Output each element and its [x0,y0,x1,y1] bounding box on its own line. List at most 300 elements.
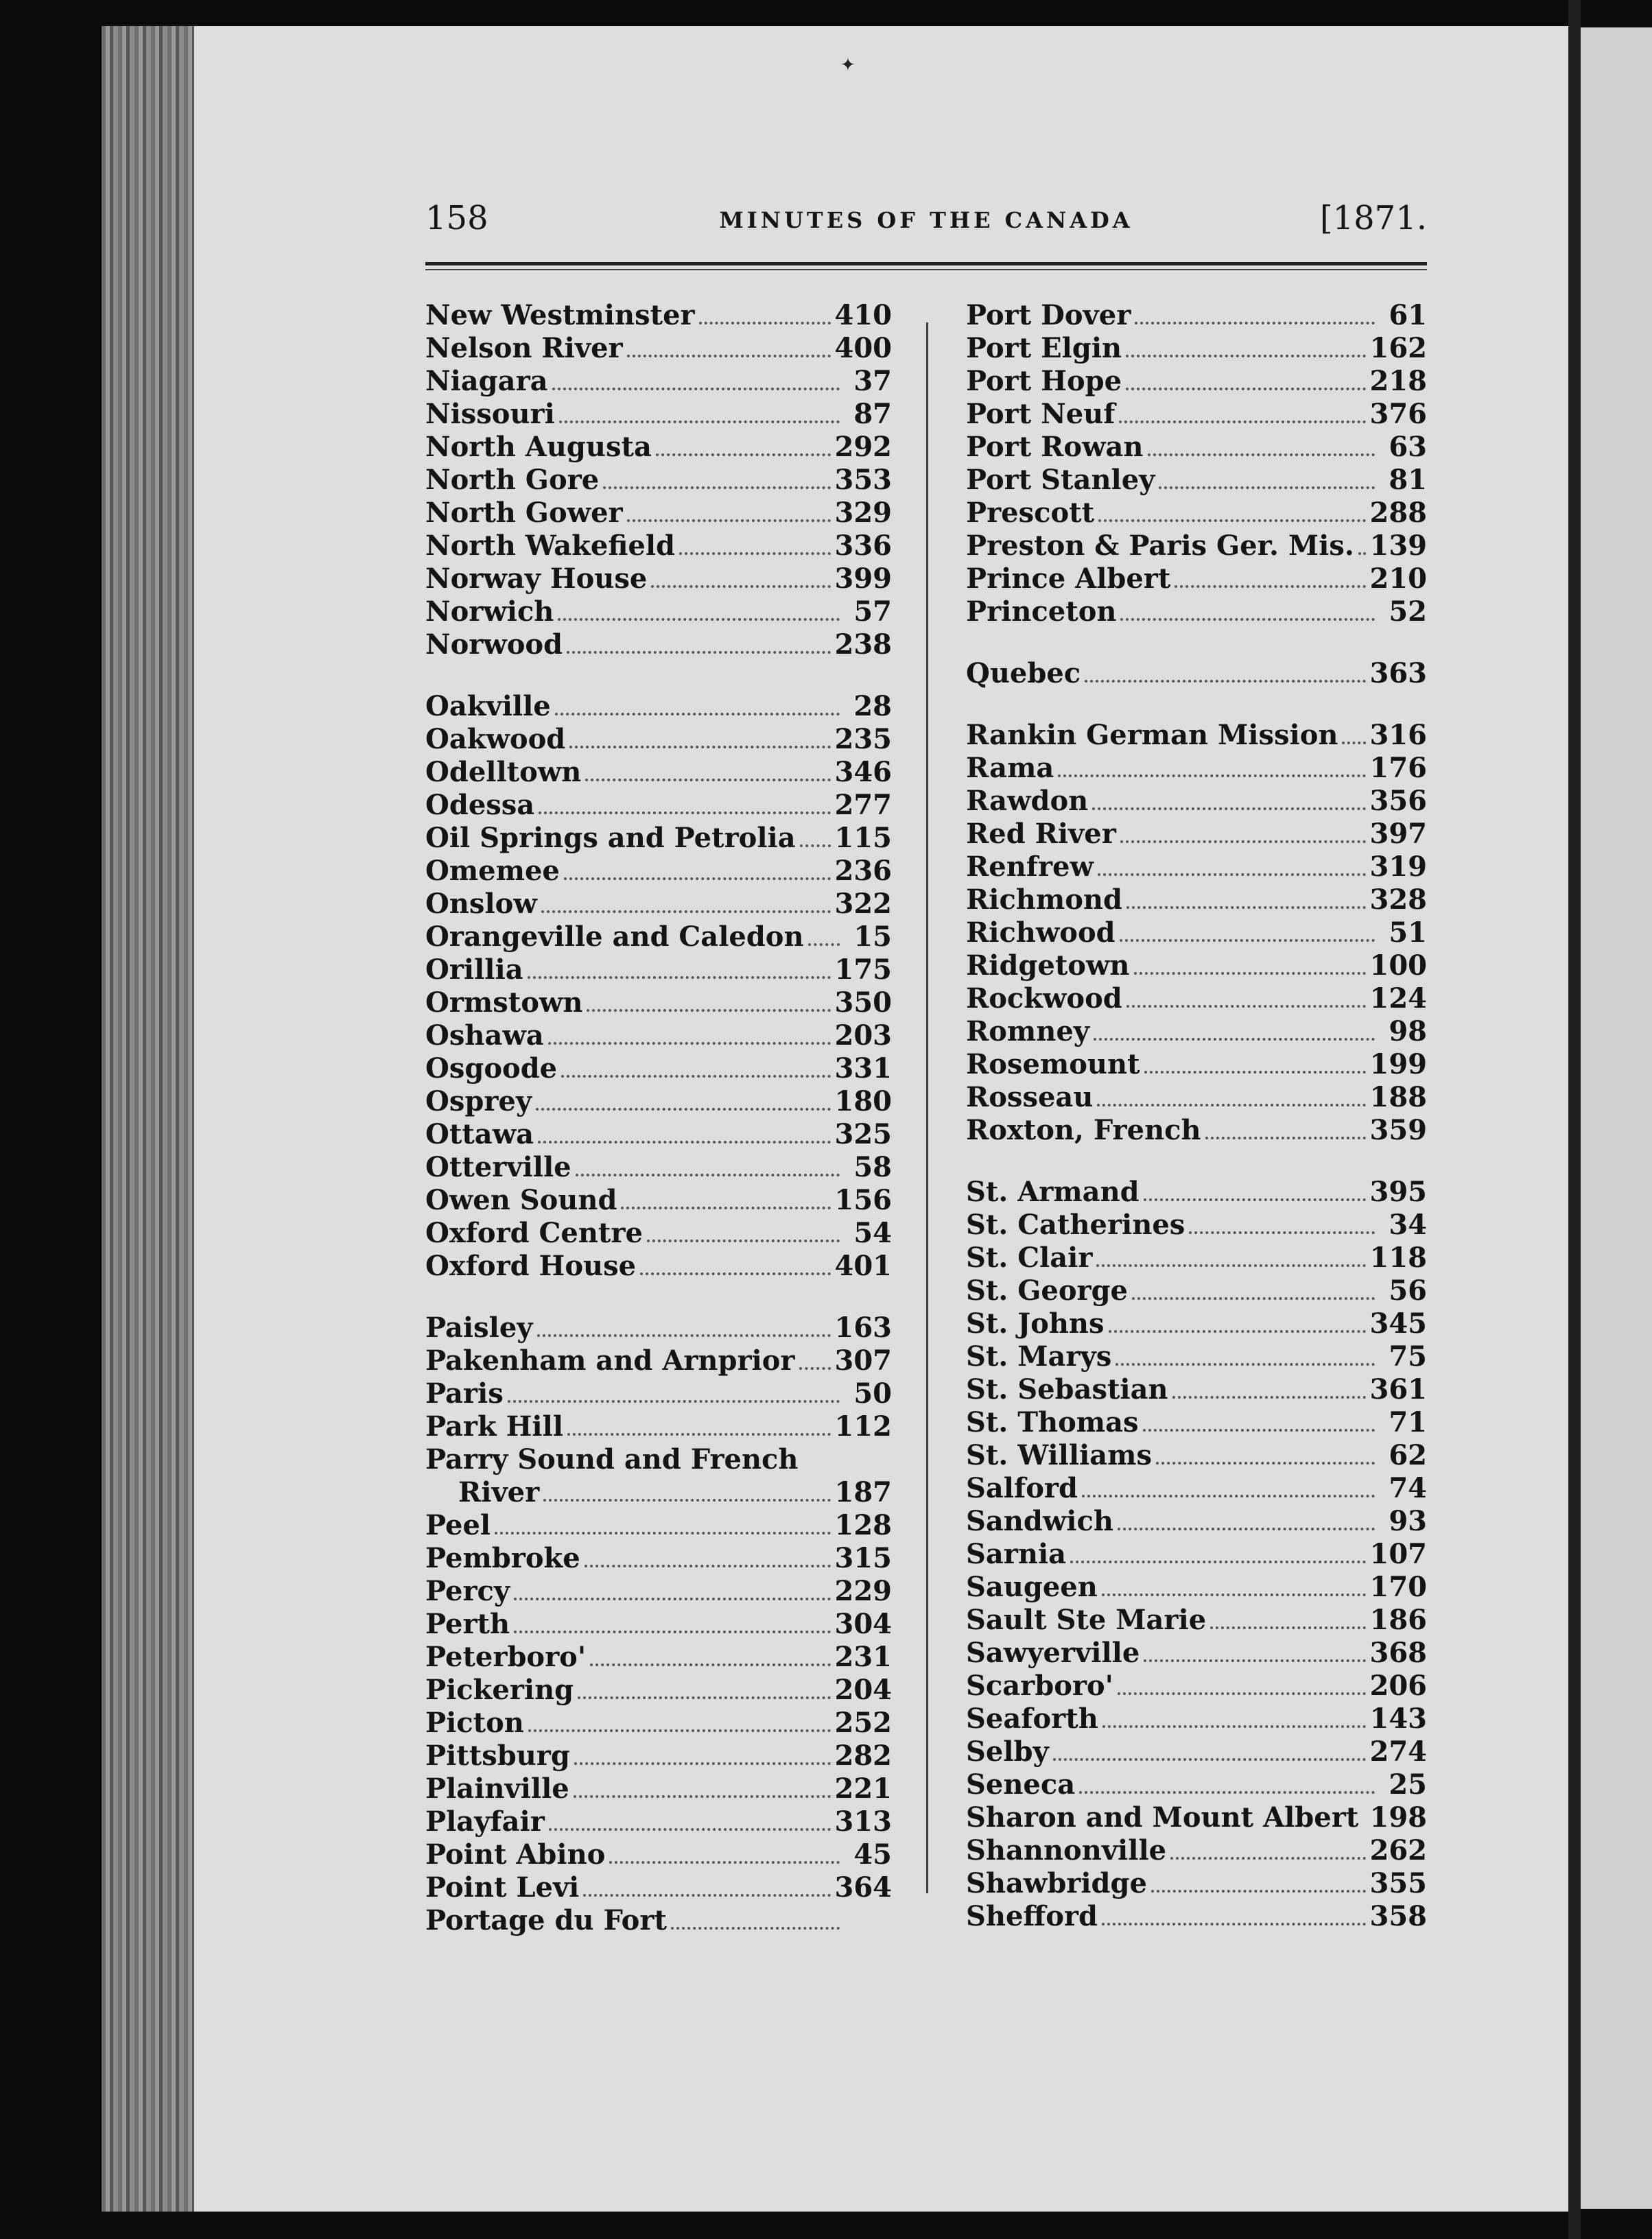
entry-page-number: 262 [1369,1834,1427,1867]
entry-page-number: 15 [853,921,892,953]
leader-dots [1144,1652,1365,1662]
entry-page-number: 210 [1369,562,1427,595]
entry-page-number: 229 [834,1575,892,1607]
index-entry [966,1114,1427,1147]
entry-name: Nissouri [425,398,555,430]
entry-name: Peel [425,1509,491,1541]
entry-name: Percy [425,1575,510,1607]
entry-name: Point Levi [425,1871,580,1904]
entry-name: Picton [425,1707,524,1739]
leader-dots [576,1167,840,1176]
index-entry [966,1048,1427,1081]
index-entry [966,949,1427,982]
entry-page-number: 238 [834,628,892,661]
index-entry [425,1476,892,1509]
leader-dots [1098,512,1365,522]
index-entry [966,1209,1427,1242]
index-entry [966,1015,1427,1048]
leader-dots [1132,1290,1375,1300]
leader-dots [1102,1587,1366,1596]
entry-page-number: 282 [834,1740,892,1772]
leader-dots [1362,1819,1365,1825]
entry-page-number: 363 [1369,657,1427,689]
entry-name: St. George [966,1275,1128,1307]
entry-name: Owen Sound [425,1184,617,1216]
index-entry [425,1151,892,1184]
entry-page-number: 128 [834,1509,892,1541]
entry-name: Oshawa [425,1019,544,1052]
entry-name: North Gower [425,497,623,529]
index-entry [966,332,1427,365]
entry-page-number: 124 [1369,982,1427,1015]
index-entry [966,1406,1427,1439]
index-entry [425,888,892,921]
leader-dots [1151,1883,1366,1893]
index-column-right [966,299,1427,1933]
index-entry [966,1604,1427,1637]
leader-dots [1102,1916,1366,1926]
index-entry [425,690,892,723]
leader-dots [1126,899,1366,909]
index-entry [966,884,1427,916]
entry-name: St. Williams [966,1439,1152,1471]
index-entry [425,1575,892,1608]
leader-dots [559,414,840,423]
index-entry [425,953,892,986]
entry-name: Parry Sound and French [425,1443,799,1476]
index-entry [966,431,1427,464]
index-entry [966,1176,1427,1209]
entry-name: Norwich [425,595,554,628]
entry-name: Quebec [966,657,1081,689]
index-entry [425,921,892,953]
index-entry [425,1443,892,1476]
entry-page-number: 364 [834,1871,892,1904]
entry-page-number: 218 [1369,365,1427,397]
entry-name: Ottawa [425,1118,534,1150]
entry-name: Osgoode [425,1052,558,1085]
entry-name: Sharon and Mount Albert [966,1801,1359,1834]
entry-page-number: 118 [1369,1242,1427,1274]
index-entry [425,628,892,661]
entry-name: Rama [966,752,1054,784]
entry-page-number: 331 [834,1052,892,1085]
entry-name: North Gore [425,464,600,496]
entry-name: Seneca [966,1768,1076,1801]
index-entry [966,530,1427,562]
leader-dots [1102,1718,1366,1728]
index-entry [966,818,1427,851]
leader-dots [647,1233,840,1242]
leader-dots [603,479,830,489]
entry-page-number: 358 [1369,1900,1427,1932]
index-entry [966,1801,1427,1834]
entry-page-number: 316 [1369,719,1427,751]
index-entry [966,1472,1427,1505]
entry-page-number: 401 [834,1250,892,1282]
entry-page-number: 304 [834,1608,892,1640]
entry-page-number: 98 [1389,1015,1427,1047]
leader-dots [585,1558,831,1567]
entry-name: Pembroke [425,1542,580,1574]
entry-name: Romney [966,1015,1090,1047]
leader-dots [627,512,831,522]
entry-name: Nelson River [425,332,623,364]
index-entry [966,1081,1427,1114]
index-entry [425,332,892,365]
index-entry [966,1670,1427,1703]
entry-name: Port Hope [966,365,1122,397]
entry-page-number: 75 [1389,1340,1427,1373]
entry-page-number: 368 [1369,1637,1427,1669]
leader-dots [1118,1685,1366,1695]
entry-name: Selby [966,1735,1049,1768]
entry-name: Rockwood [966,982,1122,1015]
index-entry [966,497,1427,530]
leader-dots [495,1525,830,1535]
index-entry [425,1509,892,1542]
leader-dots [514,1624,830,1633]
entry-name: Niagara [425,365,548,397]
entry-name: Oxford House [425,1250,637,1282]
leader-dots [799,1360,831,1370]
entry-page-number: 315 [834,1542,892,1574]
index-entry [966,1834,1427,1867]
leader-dots [800,838,831,847]
facing-page [1581,27,1652,2209]
entry-name: Roxton, French [966,1114,1201,1146]
leader-dots [627,348,831,357]
leader-dots [1118,1521,1375,1530]
index-entry [966,1307,1427,1340]
leader-dots [541,903,831,913]
entry-page-number: 336 [834,530,892,562]
entry-page-number: 180 [834,1085,892,1117]
entry-page-number: 400 [834,332,892,364]
entry-page-number: 170 [1369,1571,1427,1603]
index-entry [966,464,1427,497]
entry-name: Pakenham and Arnprior [425,1344,795,1377]
index-entry [966,562,1427,595]
index-entry [425,1740,892,1773]
index-entry [966,1703,1427,1735]
index-entry [425,1250,892,1283]
leader-dots [1120,833,1366,843]
entry-page-number: 206 [1369,1670,1427,1702]
ornament-mark: ✦ [840,55,856,75]
index-entry [425,723,892,756]
leader-dots [555,706,840,715]
entry-name: Orangeville and Caledon [425,921,804,953]
entry-name: Sandwich [966,1505,1113,1537]
index-entry [966,365,1427,398]
leader-dots [583,1887,830,1897]
entry-page-number: 277 [834,789,892,821]
entry-page-number: 186 [1369,1604,1427,1636]
entry-name: Sarnia [966,1538,1067,1570]
index-entry [425,1410,892,1443]
entry-page-number: 112 [834,1410,892,1443]
entry-name: New Westminster [425,299,695,331]
entry-name: Rankin German Mission [966,719,1338,751]
entry-page-number: 252 [834,1707,892,1739]
leader-dots [528,969,831,979]
index-entry [966,1505,1427,1538]
leader-dots [1156,1455,1375,1465]
entry-name: Scarboro' [966,1670,1113,1702]
entry-name: Shannonville [966,1834,1167,1867]
index-entry [425,497,892,530]
entry-name: Saugeen [966,1571,1098,1603]
index-entry [966,595,1427,628]
entry-name: Odessa [425,789,535,821]
index-entry [425,1184,892,1217]
entry-page-number: 71 [1389,1406,1427,1438]
leader-dots [508,1393,840,1403]
entry-name: Portage du Fort [425,1904,667,1936]
leader-dots [564,870,831,880]
leader-dots [1070,1554,1365,1563]
entry-name: Shefford [966,1900,1098,1932]
entry-page-number: 350 [834,986,892,1019]
page-number: 158 [425,199,488,237]
leader-dots [1159,479,1375,489]
leader-dots [552,381,840,390]
entry-page-number: 203 [834,1019,892,1052]
leader-dots [1143,1422,1375,1432]
entry-name: Onslow [425,888,537,920]
leader-dots [609,1854,840,1864]
entry-name: Pickering [425,1674,574,1706]
leader-dots [1175,578,1365,588]
entry-page-number: 52 [1389,595,1427,628]
leader-dots [561,1068,830,1078]
index-entry [966,1340,1427,1373]
entry-name: Point Abino [425,1838,606,1871]
entry-page-number: 346 [834,756,892,788]
index-entry [425,1118,892,1151]
entry-name: Shawbridge [966,1867,1147,1899]
entry-name: Salford [966,1472,1078,1504]
entry-page-number: 355 [1369,1867,1427,1899]
index-entry [966,1571,1427,1604]
entry-page-number: 25 [1389,1768,1427,1801]
entry-page-number: 50 [853,1377,892,1410]
index-entry [425,562,892,595]
entry-name: Port Rowan [966,431,1144,463]
leader-dots [1134,965,1366,975]
entry-page-number: 34 [1389,1209,1427,1241]
leader-dots [543,1492,830,1502]
leader-dots [1126,381,1365,390]
index-entry [966,1900,1427,1933]
gutter-shadow [1568,0,1581,2239]
entry-name: Oakville [425,690,551,722]
leader-dots [1120,611,1375,621]
index-entry [966,1768,1427,1801]
index-entry [425,1904,892,1937]
leader-dots [528,1722,831,1732]
index-entry [425,1085,892,1118]
index-entry [966,1439,1427,1472]
entry-name: Port Stanley [966,464,1155,496]
entry-name: Peterboro' [425,1641,587,1673]
entry-page-number: 175 [834,953,892,986]
entry-page-number: 162 [1369,332,1427,364]
index-entry [425,1542,892,1575]
leader-dots [537,1327,831,1337]
entry-page-number: 143 [1369,1703,1427,1735]
header-rule-thin [425,269,1427,270]
entry-page-number: 58 [853,1151,892,1183]
entry-name: Port Neuf [966,398,1116,430]
leader-dots [1119,414,1365,423]
index-entry [425,822,892,855]
leader-dots [621,1200,830,1209]
entry-name: St. Marys [966,1340,1112,1373]
entry-page-number: 56 [1389,1275,1427,1307]
entry-name: Osprey [425,1085,532,1117]
entry-page-number: 359 [1369,1114,1427,1146]
entry-name: St. Johns [966,1307,1105,1340]
leader-dots [538,1134,830,1144]
leader-dots [640,1266,830,1275]
entry-page-number: 322 [834,888,892,920]
leader-dots [574,1788,831,1798]
index-entry [425,1608,892,1641]
entry-name: Norwood [425,628,563,661]
index-entry [966,1275,1427,1307]
entry-page-number: 236 [834,855,892,887]
entry-page-number: 292 [834,431,892,463]
entry-name: Otterville [425,1151,571,1183]
leader-dots [1135,315,1375,324]
index-entry [425,365,892,398]
leader-dots [679,545,830,555]
leader-dots [1126,348,1365,357]
running-title: MINUTES OF THE CANADA [719,207,1133,233]
leader-dots [656,447,831,456]
column-divider [926,322,928,1893]
entry-page-number: 235 [834,723,892,755]
leader-dots [699,315,831,324]
entry-page-number: 163 [834,1312,892,1344]
leader-dots [803,1460,840,1467]
entry-name: Pittsburg [425,1740,570,1772]
index-entry [966,299,1427,332]
leader-dots [1170,1850,1365,1860]
entry-name: Port Elgin [966,332,1122,364]
entry-page-number: 54 [853,1217,892,1249]
index-entry [966,398,1427,431]
entry-page-number: 187 [834,1476,892,1508]
index-entry [966,1735,1427,1768]
entry-page-number: 198 [1369,1801,1427,1834]
entry-page-number: 307 [834,1344,892,1377]
entry-name: Orillia [425,953,523,986]
entry-name: Paisley [425,1312,533,1344]
leader-dots [567,1426,830,1436]
leader-dots [1098,866,1366,876]
index-column-left [425,299,892,1937]
entry-page-number: 139 [1369,530,1427,562]
entry-name: St. Clair [966,1242,1093,1274]
header-rule [425,262,1427,265]
entry-name: Oil Springs and Petrolia [425,822,796,854]
entry-name: Preston & Paris Ger. Mis. [966,530,1354,562]
leader-dots [1205,1130,1366,1139]
leader-dots [536,1101,830,1111]
leader-dots [574,1755,831,1765]
index-entry [425,1805,892,1838]
entry-page-number: 199 [1369,1048,1427,1080]
entry-name: Sault Ste Marie [966,1604,1207,1636]
entry-page-number: 397 [1369,818,1427,850]
leader-dots [808,936,840,946]
entry-page-number: 63 [1389,431,1427,463]
page-edges [102,26,194,2212]
leader-dots [1096,1257,1365,1267]
entry-page-number: 356 [1369,785,1427,817]
entry-page-number: 62 [1389,1439,1427,1471]
index-entry [966,785,1427,818]
entry-page-number: 361 [1369,1373,1427,1406]
index-entry [425,1217,892,1250]
entry-page-number: 87 [853,398,892,430]
entry-page-number: 204 [834,1674,892,1706]
entry-page-number: 376 [1369,398,1427,430]
leader-dots [539,805,830,814]
index-entry [966,1242,1427,1275]
entry-name: Prince Albert [966,562,1171,595]
entry-name: Oxford Centre [425,1217,643,1249]
entry-name: Red River [966,818,1116,850]
entry-page-number: 188 [1369,1081,1427,1113]
leader-dots [1148,447,1375,456]
index-entry [425,1019,892,1052]
index-entry [966,1538,1427,1571]
index-entry [966,657,1427,690]
entry-page-number: 325 [834,1118,892,1150]
entry-name: Omemee [425,855,560,887]
entry-page-number: 319 [1369,851,1427,883]
leader-dots [549,1821,831,1831]
entry-page-number: 156 [834,1184,892,1216]
leader-dots [651,578,830,588]
entry-name: Rosseau [966,1081,1094,1113]
index-entry [425,789,892,822]
leader-dots [1094,1031,1375,1041]
leader-dots [569,739,830,748]
entry-page-number: 61 [1389,299,1427,331]
leader-dots [1342,735,1365,744]
index-entry [425,855,892,888]
index-entry [966,1867,1427,1900]
leader-dots [1210,1620,1365,1629]
entry-name: Oakwood [425,723,566,755]
entry-name: Ormstown [425,986,583,1019]
entry-name: Plainville [425,1773,569,1805]
leader-dots [1189,1224,1375,1234]
index-entry [425,1838,892,1871]
index-entry [966,1373,1427,1406]
entry-page-number: 410 [834,299,892,331]
index-entry [966,1637,1427,1670]
entry-name: Park Hill [425,1410,564,1443]
entry-page-number: 399 [834,562,892,595]
index-entry [966,719,1427,752]
entry-page-number: 57 [853,595,892,628]
